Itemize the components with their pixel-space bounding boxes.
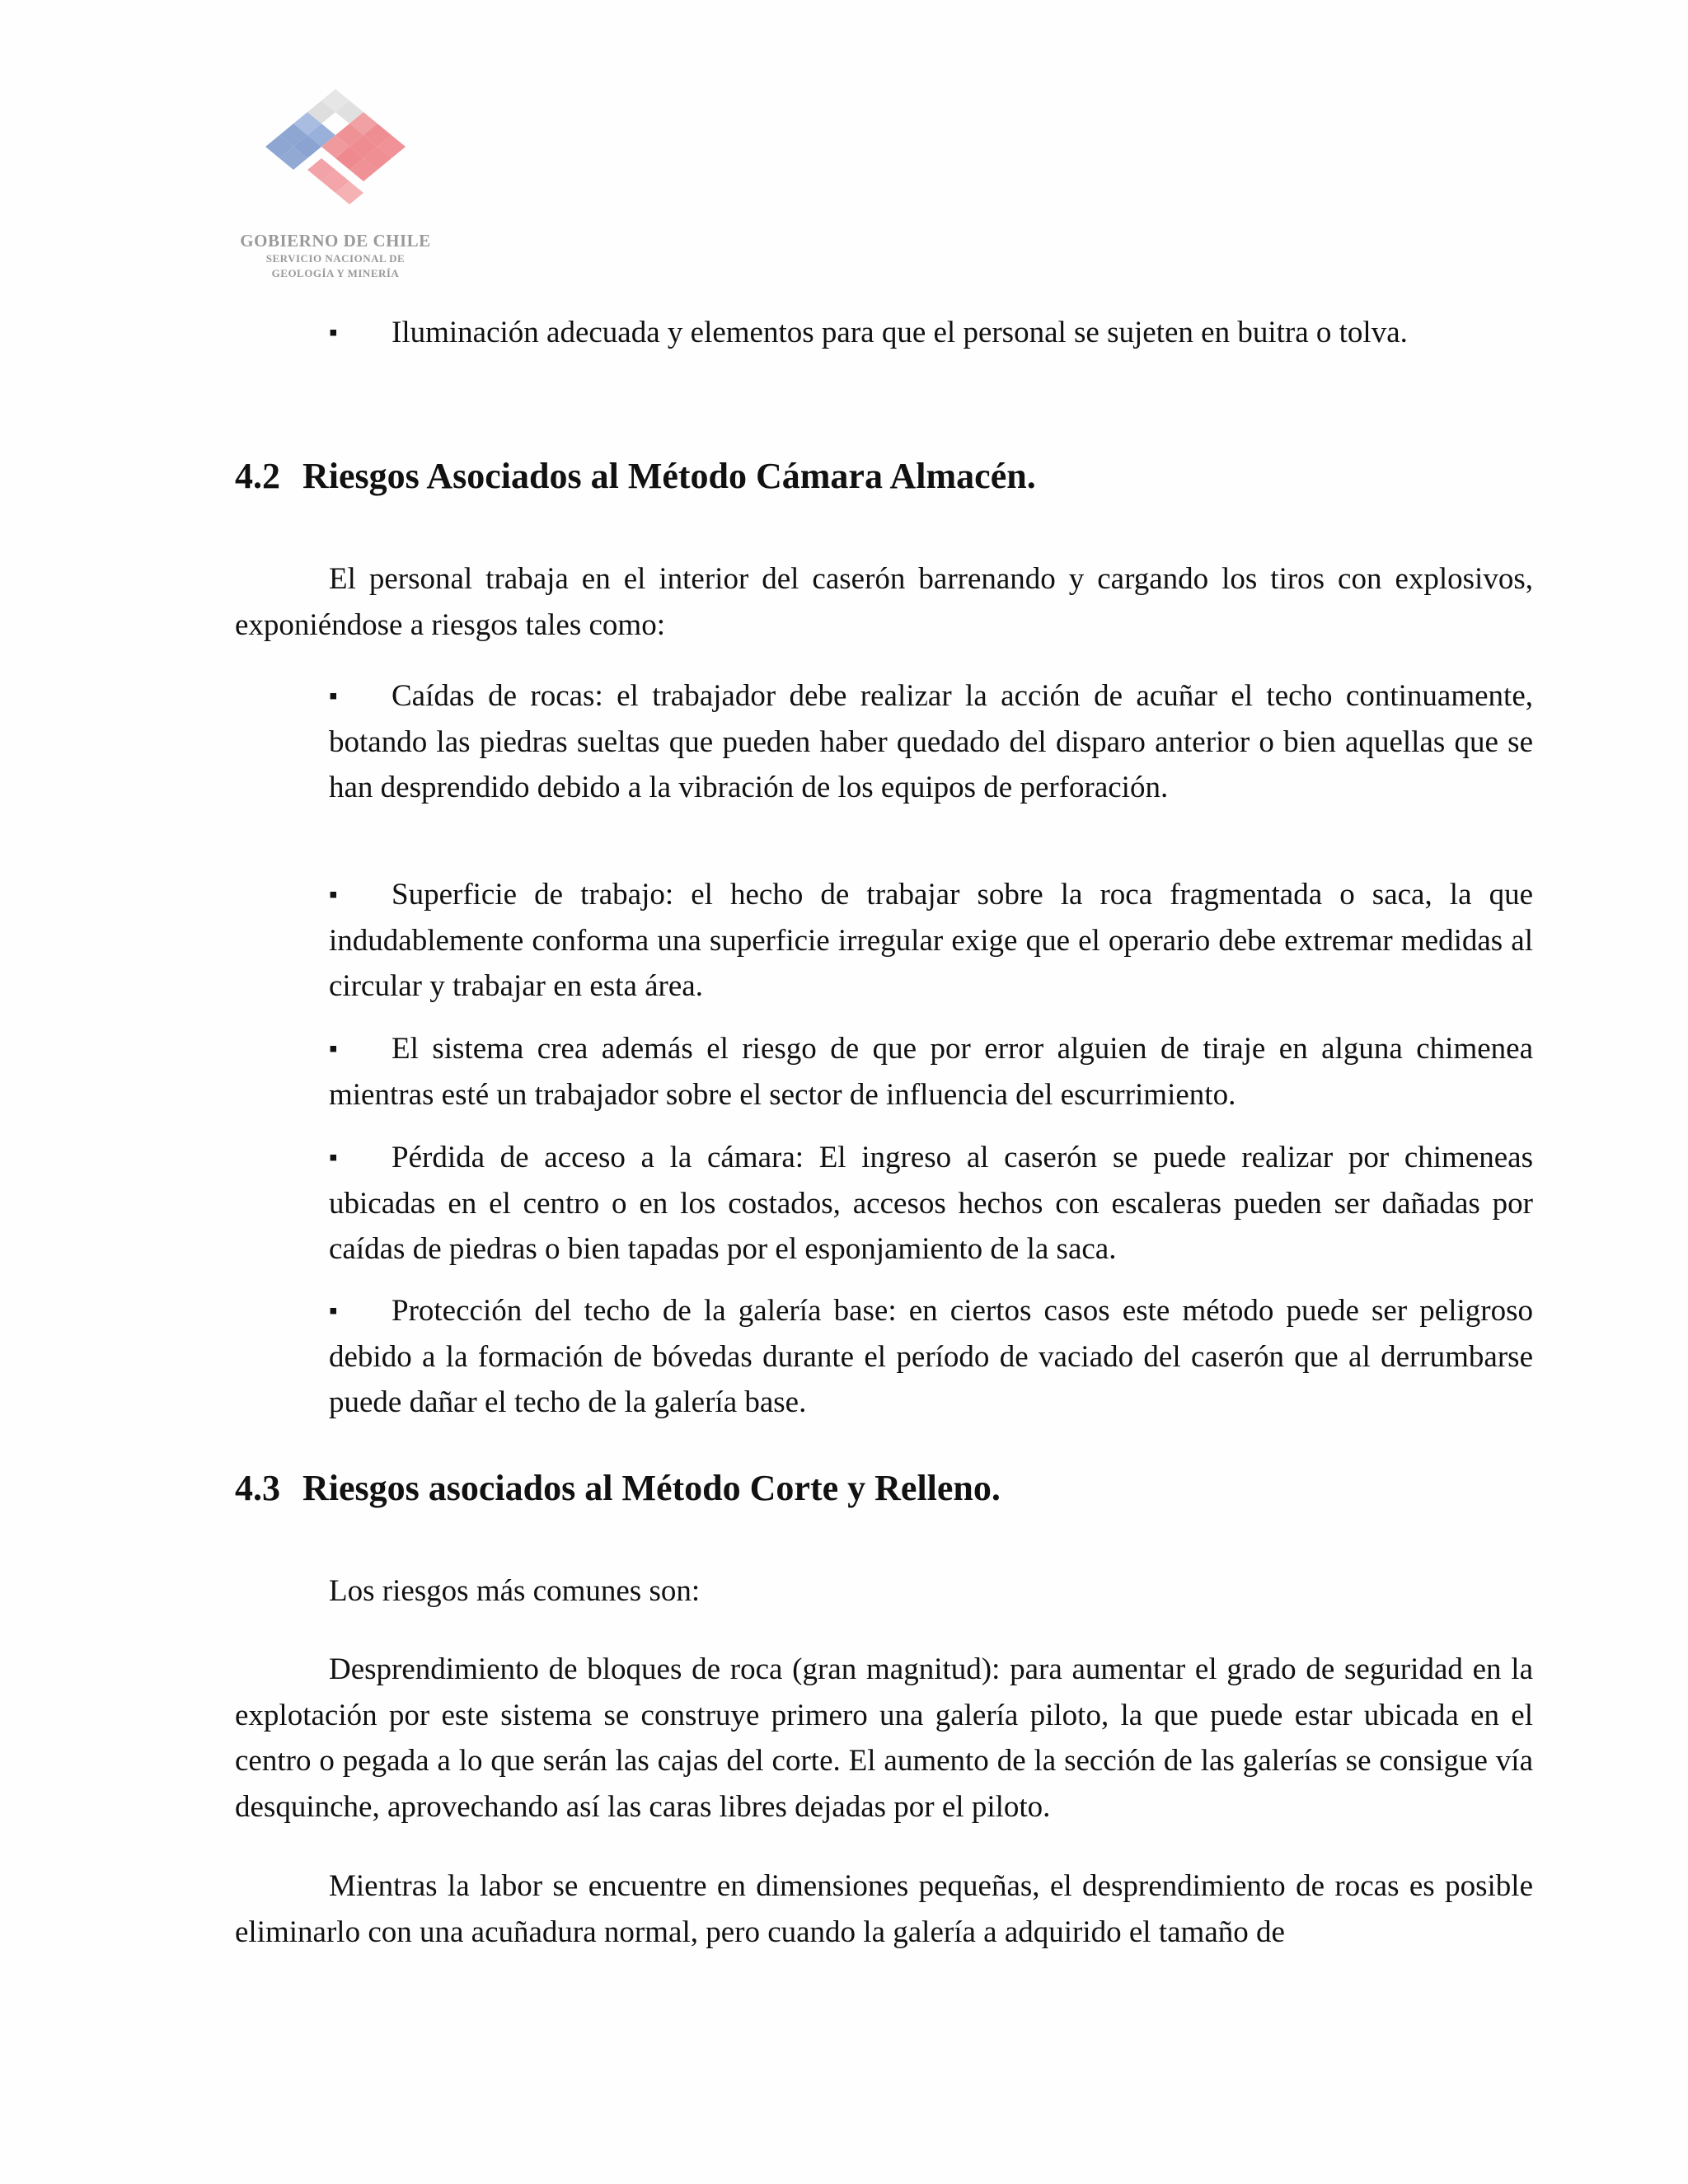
paragraph: El personal trabaja en el interior del caserón barrenando y cargando los tiros con explosivos, exponiéndose a riesgos tales como: (235, 562, 1533, 642)
paragraph: Los riesgos más comunes son: (329, 1574, 701, 1608)
list-item-text: El sistema crea además el riesgo de que por error alguien de tiraje en alguna chimenea mientras esté un trabajador sobre el sector de influencia del escurrimiento. (329, 1032, 1533, 1112)
section-number: 4.2 (235, 456, 280, 496)
logo-subtitle-line2: GEOLOGÍA Y MINERÍA (271, 267, 400, 279)
gobierno-de-chile-logo (232, 89, 438, 287)
list-item-text: Iluminación adecuada y elementos para que el personal se sujeten en buitra o tolva. (392, 316, 1408, 349)
bullet-icon: ▪ (329, 682, 338, 710)
list-item (329, 673, 1533, 811)
list-item (329, 310, 1533, 356)
bullet-icon: ▪ (329, 1035, 338, 1062)
section-number: 4.3 (235, 1468, 280, 1508)
bullet-icon: ▪ (329, 881, 338, 908)
bullet-icon: ▪ (329, 1297, 338, 1324)
section-intro (235, 556, 1533, 648)
list-item (329, 1288, 1533, 1426)
section-title: Riesgos asociados al Método Corte y Relleno. (302, 1468, 1001, 1508)
paragraph: Desprendimiento de bloques de roca (gran magnitud): para aumentar el grado de seguridad en la explotación por este sistema se construye primero una galería piloto, la que puede estar ubicada en el centro o pegada a lo que serán las cajas del corte. El aumento de la sección de las galerías se consigue vía desquinche, aprovechando así las caras libres dejadas por el piloto. (235, 1652, 1533, 1824)
logo-title: GOBIERNO DE CHILE (240, 231, 431, 251)
section-title: Riesgos Asociados al Método Cámara Almacén. (302, 456, 1036, 496)
list-item-text: Pérdida de acceso a la cámara: El ingreso al caserón se puede realizar por chimeneas ubicadas en el centro o en los costados, accesos hechos con escaleras pueden ser dañadas por caídas de piedras o bien tapadas por el esponjamiento de la saca. (329, 1141, 1533, 1266)
section-heading-4-2 (235, 455, 1036, 497)
section-paragraph (235, 1863, 1533, 1955)
list-item (329, 1135, 1533, 1272)
list-item-text: Caídas de rocas: el trabajador debe realizar la acción de acuñar el techo continuamente, botando las piedras sueltas que pueden haber quedado del disparo anterior o bien aquellas que se han desprendido debido a la vibración de los equipos de perforación. (329, 679, 1533, 804)
list-item (329, 872, 1533, 1010)
bullet-icon: ▪ (329, 319, 338, 346)
list-item-text: Protección del techo de la galería base: en ciertos casos este método puede ser peligroso debido a la formación de bóvedas durante el período de vaciado del caserón que al derrumbarse puede dañar el techo de la galería base. (329, 1294, 1533, 1419)
chile-diamond-emblem-icon (257, 89, 414, 225)
section-intro (235, 1568, 1533, 1615)
section-paragraph (235, 1647, 1533, 1830)
list-item (329, 1026, 1533, 1118)
section-heading-4-3 (235, 1467, 1001, 1509)
bullet-icon: ▪ (329, 1144, 338, 1171)
logo-subtitle-line1: SERVICIO NACIONAL DE (265, 252, 406, 265)
paragraph: Mientras la labor se encuentre en dimensiones pequeñas, el desprendimiento de rocas es posible eliminarlo con una acuñadura normal, pero cuando la galería a adquirido el tamaño de (235, 1869, 1533, 1949)
list-item-text: Superficie de trabajo: el hecho de trabajar sobre la roca fragmentada o saca, la que indudablemente conforma una superficie irregular exige que el operario debe extremar medidas al circular y trabajar en esta área. (329, 878, 1533, 1003)
